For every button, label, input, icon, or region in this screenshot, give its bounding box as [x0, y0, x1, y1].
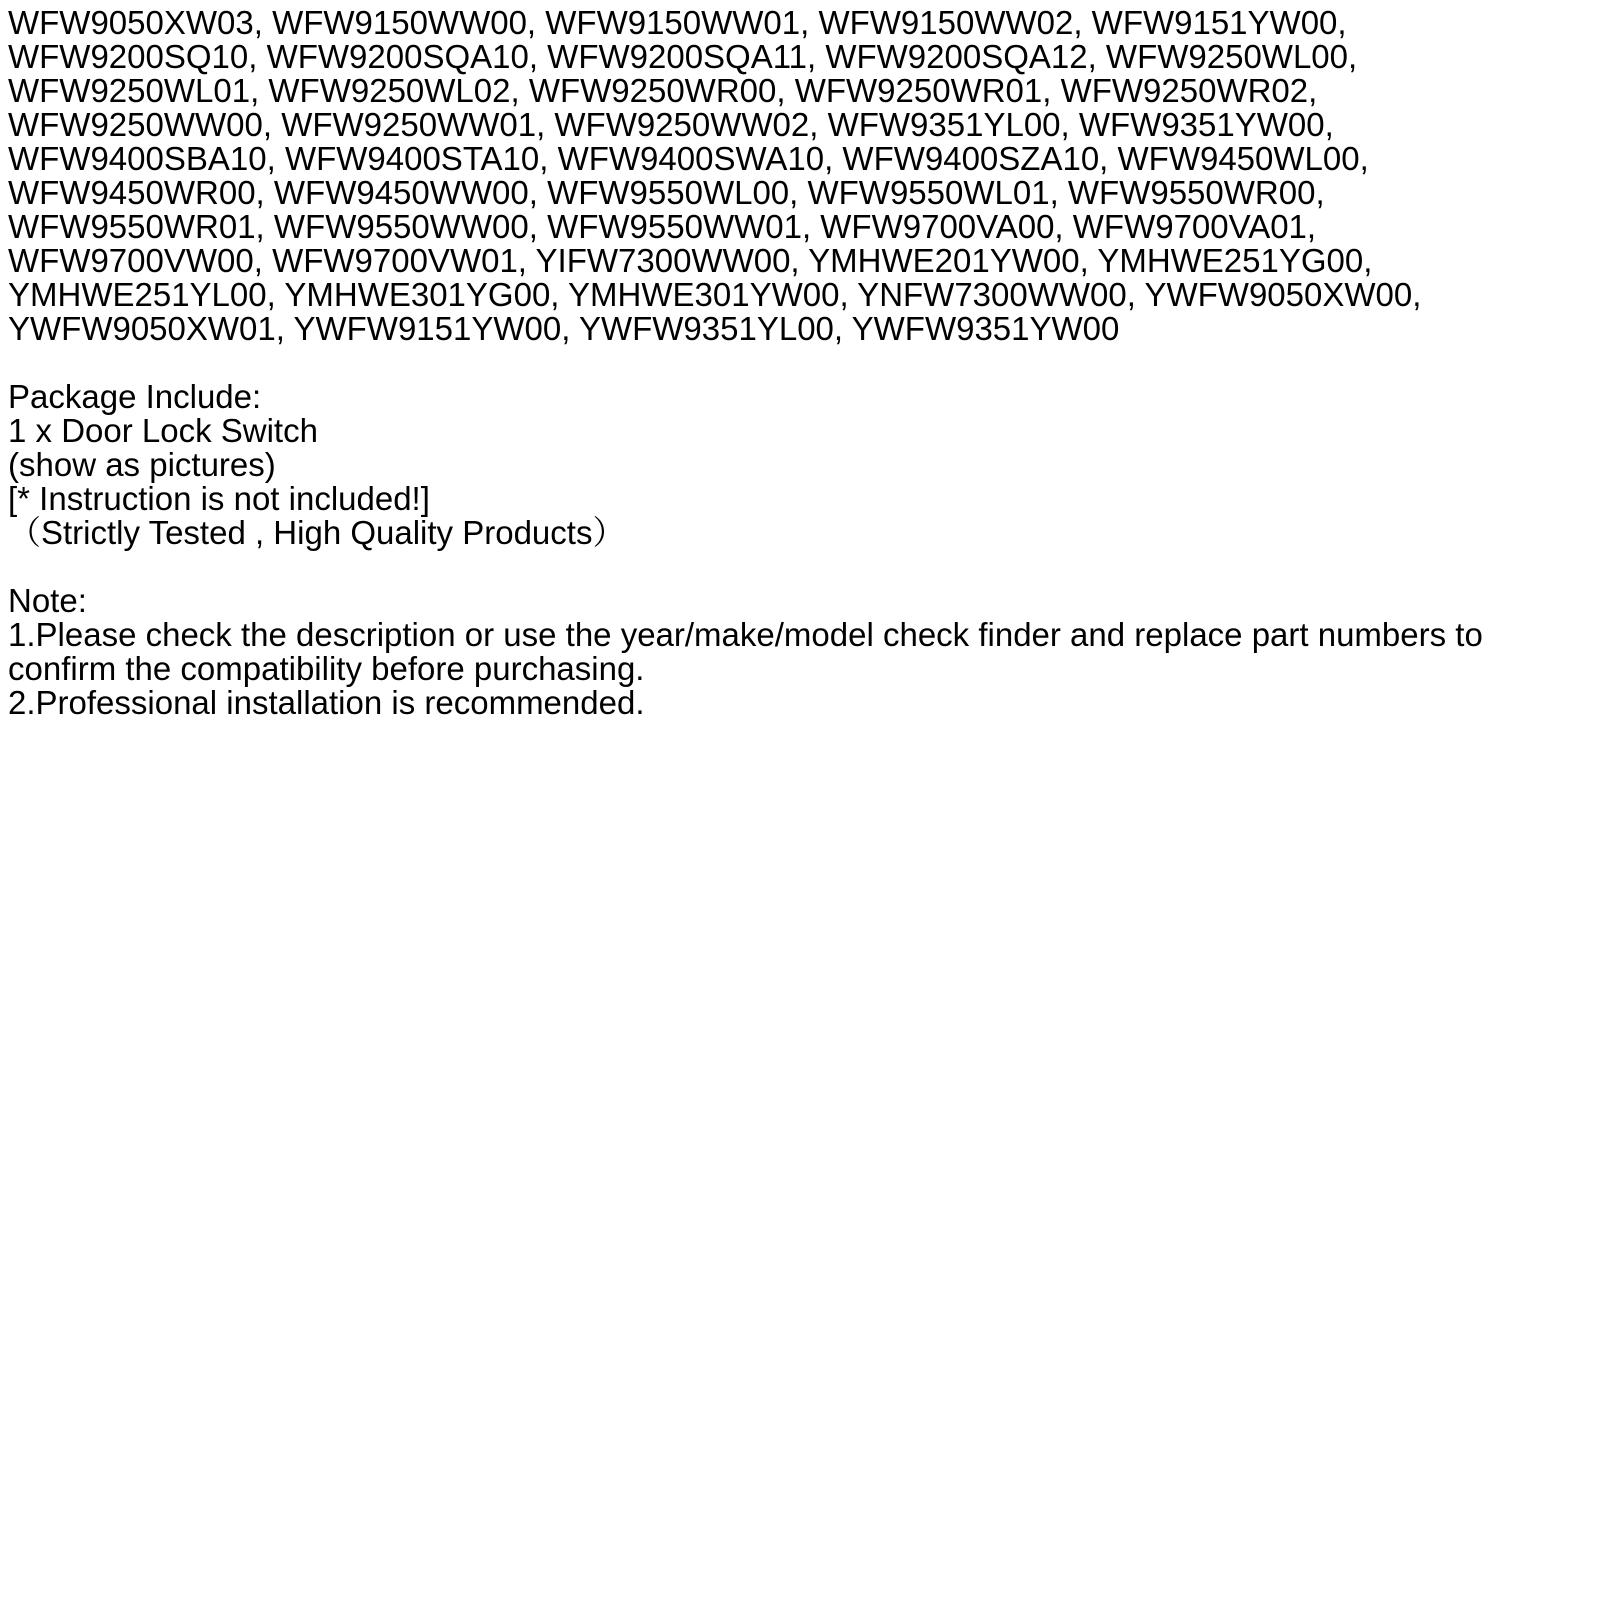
text-line: confirm the compatibility before purchasing. — [8, 650, 645, 687]
note-heading: Note: — [8, 582, 87, 619]
text-line: YWFW9050XW01, YWFW9151YW00, YWFW9351YL00, YWFW9351YW00 — [8, 310, 1120, 347]
text-line: （Strictly Tested , High Quality Products） — [8, 514, 626, 551]
text-line: WFW9550WR01, WFW9550WW00, WFW9550WW01, WFW9700VA00, WFW9700VA01, — [8, 208, 1317, 245]
text-line: WFW9400SBA10, WFW9400STA10, WFW9400SWA10, WFW9400SZA10, WFW9450WL00, — [8, 140, 1369, 177]
text-line: WFW9250WW00, WFW9250WW01, WFW9250WW02, WFW9351YL00, WFW9351YW00, — [8, 106, 1334, 143]
text-line: WFW9450WR00, WFW9450WW00, WFW9550WL00, WFW9550WL01, WFW9550WR00, — [8, 174, 1325, 211]
text-line: YMHWE251YL00, YMHWE301YG00, YMHWE301YW00, YNFW7300WW00, YWFW9050XW00, — [8, 276, 1422, 313]
text-line: (show as pictures) — [8, 446, 276, 483]
text-line: WFW9050XW03, WFW9150WW00, WFW9150WW01, WFW9150WW02, WFW9151YW00, — [8, 4, 1347, 41]
text-line: 1 x Door Lock Switch — [8, 412, 318, 449]
text-line: WFW9250WL01, WFW9250WL02, WFW9250WR00, WFW9250WR01, WFW9250WR02, — [8, 72, 1318, 109]
text-line: WFW9200SQ10, WFW9200SQA10, WFW9200SQA11, WFW9200SQA12, WFW9250WL00, — [8, 38, 1358, 75]
package-heading: Package Include: — [8, 378, 262, 415]
text-line: [* Instruction is not included!] — [8, 480, 430, 517]
text-line: 2.Professional installation is recommended. — [8, 684, 645, 721]
model-compatibility-list — [8, 6, 1592, 346]
note-section — [8, 584, 1592, 720]
note-lines — [8, 618, 1592, 720]
text-line: WFW9700VW00, WFW9700VW01, YIFW7300WW00, YMHWE201YW00, YMHWE251YG00, — [8, 242, 1373, 279]
text-line: 1.Please check the description or use the year/make/model check finder and replace part numbers to — [8, 616, 1483, 653]
package-lines — [8, 414, 1592, 550]
package-section — [8, 380, 1592, 550]
